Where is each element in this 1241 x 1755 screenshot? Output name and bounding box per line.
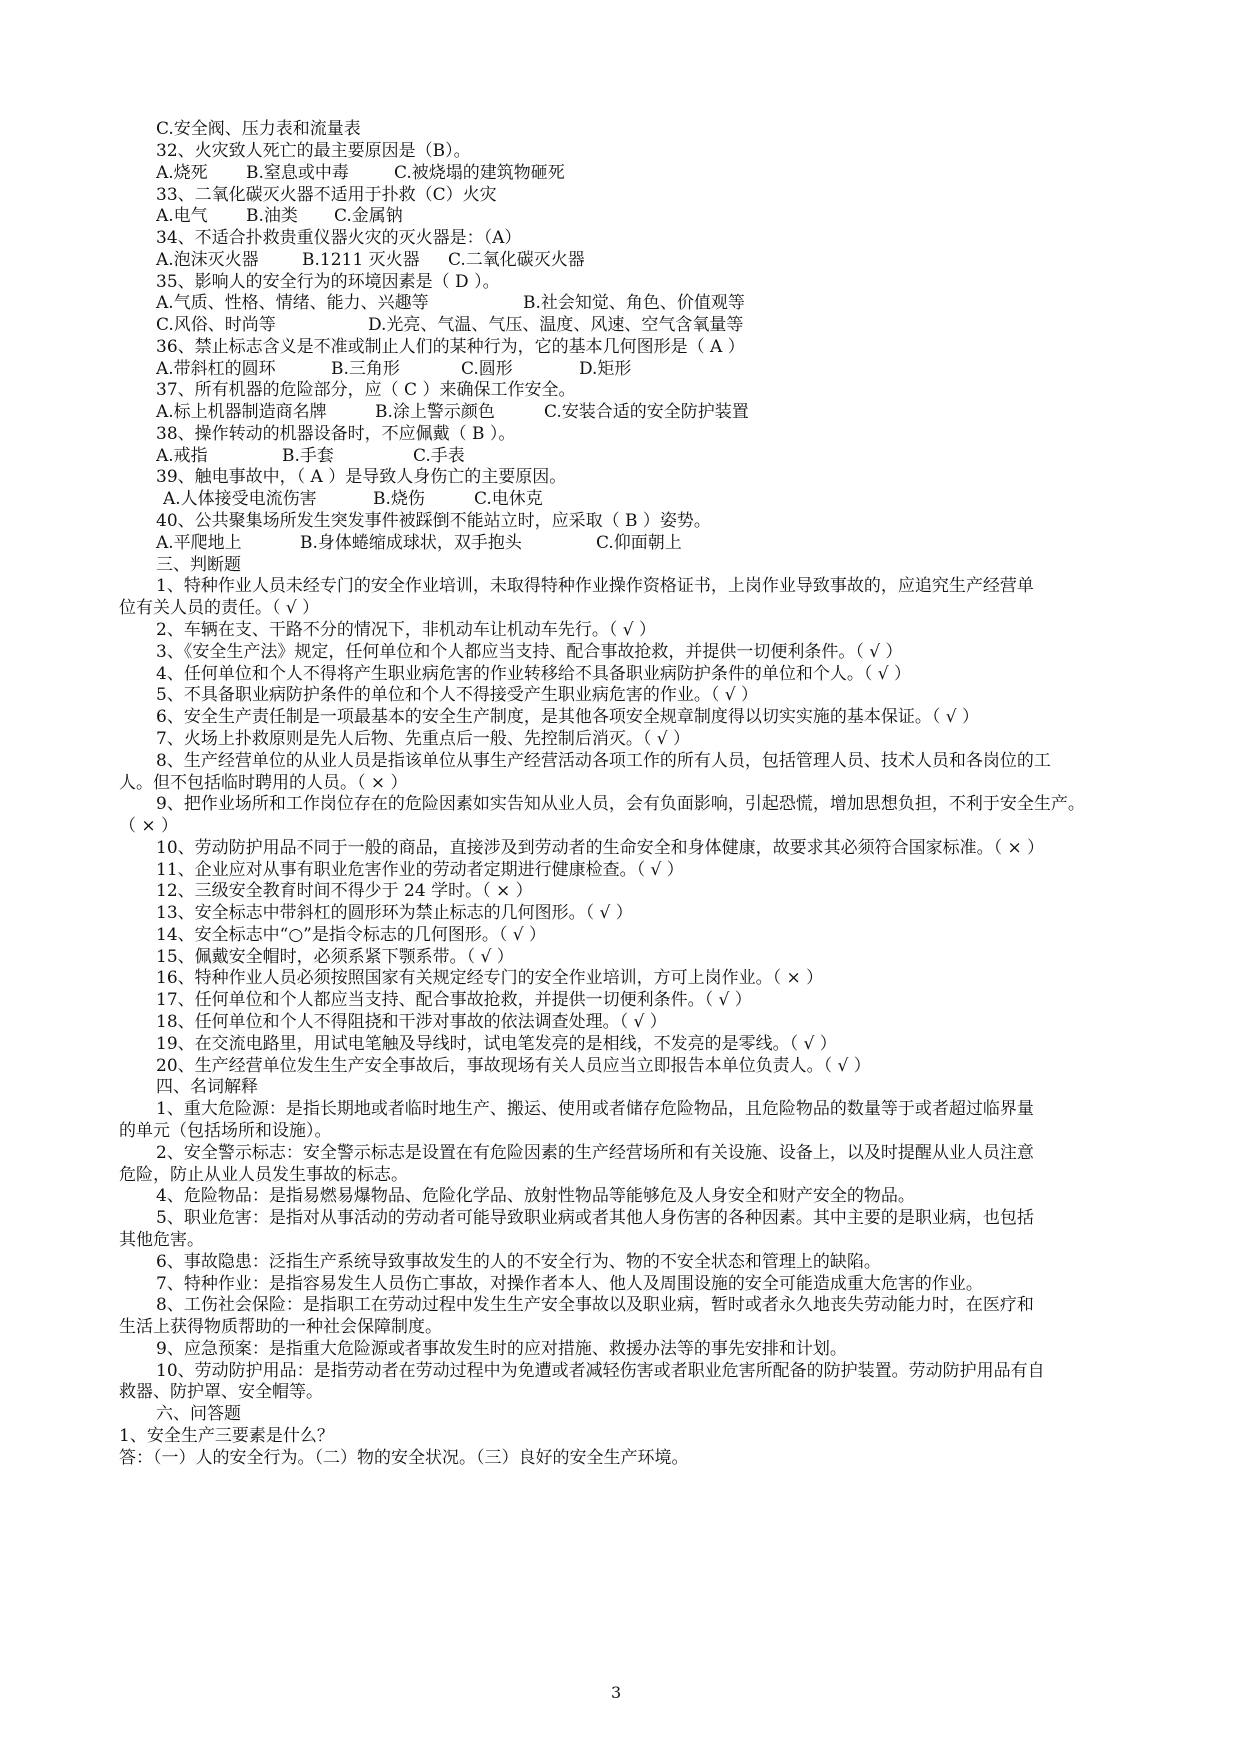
line-text: 4、任何单位和个人不得将产生职业病危害的作业转移给不具备职业病防护条件的单位和个人。（ √ ） xyxy=(156,664,911,684)
option-text: C.安装合适的安全防护装置 xyxy=(544,402,749,422)
option-text: B.身体蜷缩成球状，双手抱头 xyxy=(300,533,522,553)
line-text: 39、触电事故中，（ A ）是导致人身伤亡的主要原因。 xyxy=(156,467,567,487)
option-text: C.圆形 xyxy=(461,359,513,379)
option-text: B.烧伤 xyxy=(373,489,425,509)
text-line xyxy=(156,117,361,141)
text-line xyxy=(156,1250,881,1274)
text-line xyxy=(156,1184,915,1208)
line-text: 40、公共聚集场所发生突发事件被踩倒不能站立时，应采取（ B ）姿势。 xyxy=(156,511,711,531)
line-text: 救器、防护罩、安全帽等。 xyxy=(119,1382,323,1402)
option-text: C.被烧塌的建筑物砸死 xyxy=(394,163,565,183)
text-line xyxy=(156,1206,1034,1230)
line-text: C.安全阀、压力表和流量表 xyxy=(156,119,361,139)
text-line xyxy=(119,1228,204,1252)
text-line xyxy=(119,1315,442,1339)
line-text: 5、不具备职业病防护条件的单位和个人不得接受产生职业病危害的作业。（ √ ） xyxy=(156,685,758,705)
text-line xyxy=(156,792,1085,816)
text-line xyxy=(156,1075,258,1099)
option-text: B.三角形 xyxy=(331,359,400,379)
line-text: 17、任何单位和个人都应当支持、配合事故抢救，并提供一切便利条件。（ √ ） xyxy=(156,990,752,1010)
text-line xyxy=(156,901,633,925)
line-text: 10、劳动防护用品：是指劳动者在劳动过程中为免遭或者减轻伤害或者职业危害所配备的防护装置。劳动防护用品有自 xyxy=(156,1361,1045,1381)
line-text: 人。但不包括临时聘用的人员。（ × ） xyxy=(119,773,408,793)
text-line xyxy=(156,1097,1034,1121)
line-text: 12、三级安全教育时间不得少于 24 学时。（ × ） xyxy=(156,881,533,901)
text-line xyxy=(156,226,521,250)
text-line xyxy=(119,814,178,838)
option-text: A.戒指 xyxy=(156,446,208,466)
text-line xyxy=(156,1293,1034,1317)
line-text: 生活上获得物质帮助的一种社会保障制度。 xyxy=(119,1317,442,1337)
text-line xyxy=(156,378,575,402)
text-line xyxy=(156,313,744,337)
line-text: 36、禁止标志含义是不准或制止人们的某种行为，它的基本几何图形是（ A ） xyxy=(156,337,745,357)
option-text: A.人体接受电流伤害 xyxy=(163,489,317,509)
text-line xyxy=(156,988,752,1012)
option-text: A.平爬地上 xyxy=(156,533,242,553)
line-text: 20、生产经营单位发生生产安全事故后，事故现场有关人员应当立即报告本单位负责人。（ √ ） xyxy=(156,1056,871,1076)
text-line xyxy=(156,509,711,533)
line-text: 7、火场上扑救原则是先人后物、先重点后一般、先控制后消灭。（ √ ） xyxy=(156,729,690,749)
text-line xyxy=(156,400,749,424)
line-text: 1、重大危险源：是指长期地或者临时地生产、搬运、使用或者储存危险物品，且危险物品的数量等于或者超过临界量 xyxy=(156,1099,1034,1119)
text-line xyxy=(156,727,690,751)
line-text: 6、事故隐患：泛指生产系统导致事故发生的人的不安全行为、物的不安全状态和管理上的缺陷。 xyxy=(156,1252,881,1272)
option-text: C.风俗、时尚等 xyxy=(156,315,276,335)
text-line xyxy=(156,531,682,555)
text-line xyxy=(119,1380,323,1404)
line-text: 13、安全标志中带斜杠的圆形环为禁止标志的几何图形。（ √ ） xyxy=(156,903,633,923)
text-line xyxy=(156,618,656,642)
text-line xyxy=(156,749,1051,773)
line-text: 危险，防止从业人员发生事故的标志。 xyxy=(119,1165,408,1185)
text-line xyxy=(156,879,533,903)
line-text: 11、企业应对从事有职业危害作业的劳动者定期进行健康检查。（ √ ） xyxy=(156,860,684,880)
option-text: A.带斜杠的圆环 xyxy=(156,359,276,379)
page-number: 3 xyxy=(611,1683,622,1702)
line-text: 1、安全生产三要素是什么？ xyxy=(119,1426,334,1446)
line-text: 2、车辆在支、干路不分的情况下，非机动车让机动车先行。（ √ ） xyxy=(156,620,656,640)
line-text: 5、职业危害：是指对从事活动的劳动者可能导致职业病或者其他人身伤害的各种因素。其中主要的是职业病，也包括 xyxy=(156,1208,1034,1228)
option-text: A.烧死 xyxy=(156,163,208,183)
line-text: 1、特种作业人员未经专门的安全作业培训，未取得特种作业操作资格证书，上岗作业导致事故的，应追究生产经营单 xyxy=(156,576,1034,596)
line-text: 34、不适合扑救贵重仪器火灾的灭火器是：（A） xyxy=(156,228,522,248)
line-text: 10、劳动防护用品不同于一般的商品，直接涉及到劳动者的生命安全和身体健康，故要求其必须符合国家标准。（ × ） xyxy=(156,838,1045,858)
line-text: （ × ） xyxy=(119,816,179,836)
option-text: A.泡沫灭火器 xyxy=(156,250,259,270)
line-text: 四、名词解释 xyxy=(156,1077,258,1097)
line-text: 35、影响人的安全行为的环境因素是（ D ）。 xyxy=(156,272,500,292)
line-text: 9、把作业场所和工作岗位存在的危险因素如实告知从业人员，会有负面影响，引起恐慌，增加思想负担，不利于安全生产。 xyxy=(156,794,1085,814)
option-text: D.矩形 xyxy=(579,359,632,379)
line-text: 33、二氧化碳灭火器不适用于扑救（C）火灾 xyxy=(156,185,497,205)
option-text: C.手表 xyxy=(413,446,465,466)
text-line xyxy=(156,1010,667,1034)
text-line xyxy=(163,487,543,511)
text-line xyxy=(156,705,979,729)
text-line xyxy=(119,1119,332,1143)
line-text: 其他危害。 xyxy=(119,1230,204,1250)
text-line xyxy=(156,204,403,228)
line-text: 六、问答题 xyxy=(156,1404,241,1424)
line-text: 38、操作转动的机器设备时，不应佩戴（ B ）。 xyxy=(156,424,516,444)
line-text: 位有关人员的责任。（ √ ） xyxy=(119,598,320,618)
text-line xyxy=(156,161,565,185)
text-line xyxy=(156,1141,1034,1165)
option-text: B.1211 灭火器 xyxy=(302,250,420,270)
text-line xyxy=(156,248,585,272)
option-text: C.仰面朝上 xyxy=(596,533,682,553)
line-text: 8、工伤社会保险：是指职工在劳动过程中发生生产安全事故以及职业病，暂时或者永久地丧失劳动能力时，在医疗和 xyxy=(156,1295,1034,1315)
line-text: 2、安全警示标志：安全警示标志是设置在有危险因素的生产经营场所和有关设施、设备上，以及时提醒从业人员注意 xyxy=(156,1143,1034,1163)
text-line xyxy=(156,335,745,359)
option-text: B.社会知觉、角色、价值观等 xyxy=(523,293,745,313)
line-text: 16、特种作业人员必须按照国家有关规定经专门的安全作业培训，方可上岗作业。（ × ） xyxy=(156,968,824,988)
text-line xyxy=(156,1402,241,1426)
text-line xyxy=(156,139,471,163)
text-line xyxy=(156,836,1044,860)
text-line xyxy=(156,1054,871,1078)
option-text: A.标上机器制造商名牌 xyxy=(156,402,327,422)
text-line xyxy=(119,1424,334,1448)
line-text: 三、判断题 xyxy=(156,555,241,575)
text-line xyxy=(156,640,902,664)
text-line xyxy=(156,291,745,315)
option-text: B.窒息或中毒 xyxy=(246,163,349,183)
text-line xyxy=(156,1337,847,1361)
line-text: 3、《安全生产法》规定，任何单位和个人都应当支持、配合事故抢救，并提供一切便利条件。（ √ ） xyxy=(156,642,903,662)
text-line xyxy=(156,574,1034,598)
line-text: 14、安全标志中“○”是指令标志的几何图形。（ √ ） xyxy=(156,925,546,945)
line-text: 15、佩戴安全帽时，必须系紧下颚系带。（ √ ） xyxy=(156,947,514,967)
option-text: B.涂上警示颜色 xyxy=(375,402,495,422)
text-line xyxy=(156,1032,837,1056)
text-line xyxy=(156,683,758,707)
option-text: B.手套 xyxy=(282,446,334,466)
text-line xyxy=(156,465,566,489)
line-text: 4、危险物品：是指易燃易爆物品、危险化学品、放射性物品等能够危及人身安全和财产安全的物品。 xyxy=(156,1186,915,1206)
line-text: 答：（一）人的安全行为。（二）物的安全状况。（三）良好的安全生产环境。 xyxy=(119,1448,689,1468)
option-text: A.电气 xyxy=(156,206,208,226)
line-text: 6、安全生产责任制是一项最基本的安全生产制度，是其他各项安全规章制度得以切实实施的基本保证。（ √ ） xyxy=(156,707,979,727)
line-text: 18、任何单位和个人不得阻挠和干涉对事故的依法调查处理。（ √ ） xyxy=(156,1012,667,1032)
text-line xyxy=(156,422,515,446)
text-line xyxy=(156,923,546,947)
option-text: C.电休克 xyxy=(474,489,543,509)
line-text: 9、应急预案：是指重大危险源或者事故发生时的应对措施、救援办法等的事先安排和计划。 xyxy=(156,1339,847,1359)
option-text: C.二氧化碳灭火器 xyxy=(448,250,585,270)
line-text: 7、特种作业：是指容易发生人员伤亡事故，对操作者本人、他人及周围设施的安全可能造成重大危害的作业。 xyxy=(156,1274,983,1294)
line-text: 37、所有机器的危险部分，应（ C ）来确保工作安全。 xyxy=(156,380,576,400)
line-text: 8、生产经营单位的从业人员是指该单位从事生产经营活动各项工作的所有人员，包括管理人员、技术人员和各岗位的工 xyxy=(156,751,1051,771)
option-text: C.金属钠 xyxy=(334,206,403,226)
text-line xyxy=(156,966,823,990)
text-line xyxy=(119,1446,689,1470)
text-line xyxy=(119,596,319,620)
option-text: A.气质、性格、情绪、能力、兴趣等 xyxy=(156,293,429,313)
line-text: 32、火灾致人死亡的最主要原因是（B）。 xyxy=(156,141,471,161)
line-text: 19、在交流电路里，用试电笔触及导线时，试电笔发亮的是相线，不发亮的是零线。（ √ ） xyxy=(156,1034,837,1054)
option-text: D.光亮、气温、气压、温度、风速、空气含氧量等 xyxy=(368,315,744,335)
line-text: 的单元（包括场所和设施）。 xyxy=(119,1121,332,1141)
option-text: B.油类 xyxy=(246,206,298,226)
